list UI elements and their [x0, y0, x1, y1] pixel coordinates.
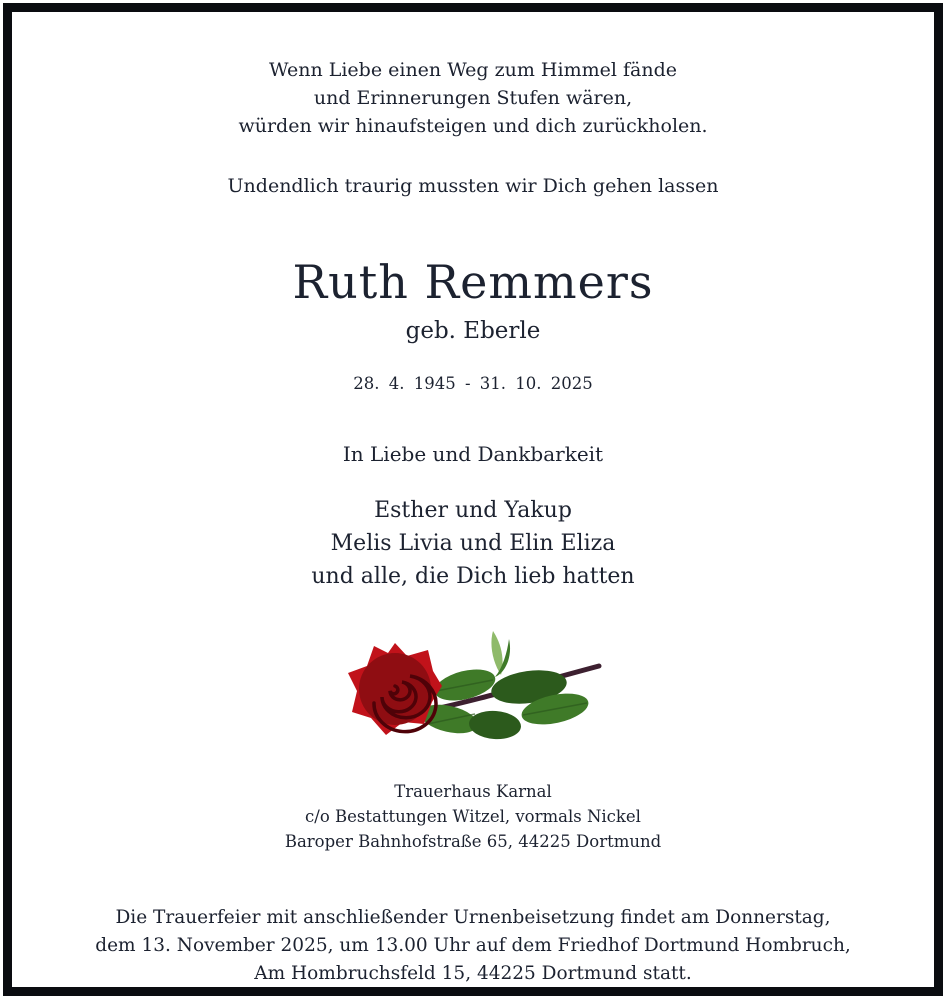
- ceremony-line: Die Trauerfeier mit anschließender Urnenbeisetzung findet am Donnerstag,: [115, 907, 831, 928]
- family-names: [28, 494, 918, 593]
- family-line: Esther und Yakup: [374, 498, 572, 523]
- verse-line: würden wir hinaufsteigen und dich zurückholen.: [238, 115, 708, 137]
- ceremony-line: Am Hombruchsfeld 15, 44225 Dortmund statt.: [254, 963, 692, 984]
- gratitude-line: In Liebe und Dankbarkeit: [342, 442, 604, 466]
- obituary-frame: [3, 3, 943, 996]
- rose-illustration: [343, 629, 603, 749]
- family-line: Melis Livia und Elin Eliza: [330, 531, 616, 556]
- farewell-line: Undendlich traurig mussten wir Dich gehen lassen: [227, 175, 719, 197]
- rose-head: [348, 643, 442, 735]
- verse-line: und Erinnerungen Stufen wären,: [313, 87, 633, 109]
- ceremony-line: dem 13. November 2025, um 13.00 Uhr auf dem Friedhof Dortmund Hombruch,: [95, 935, 851, 956]
- funeral-home-line: Baroper Bahnhofstraße 65, 44225 Dortmund: [284, 832, 662, 851]
- funeral-home-line: c/o Bestattungen Witzel, vormals Nickel: [305, 807, 641, 826]
- deceased-name: Ruth Remmers: [292, 255, 654, 309]
- rose-image: [28, 629, 918, 749]
- life-dates: 28. 4. 1945 - 31. 10. 2025: [353, 374, 593, 393]
- ceremony-details: [28, 904, 918, 988]
- maiden-name: geb. Eberle: [405, 318, 541, 344]
- funeral-home-line: Trauerhaus Karnal: [394, 782, 552, 801]
- opening-verse: [28, 56, 918, 140]
- funeral-home-block: [28, 779, 918, 854]
- obituary-content: [28, 28, 918, 984]
- family-line: und alle, die Dich lieb hatten: [311, 564, 635, 589]
- verse-line: Wenn Liebe einen Weg zum Himmel fände: [269, 59, 677, 81]
